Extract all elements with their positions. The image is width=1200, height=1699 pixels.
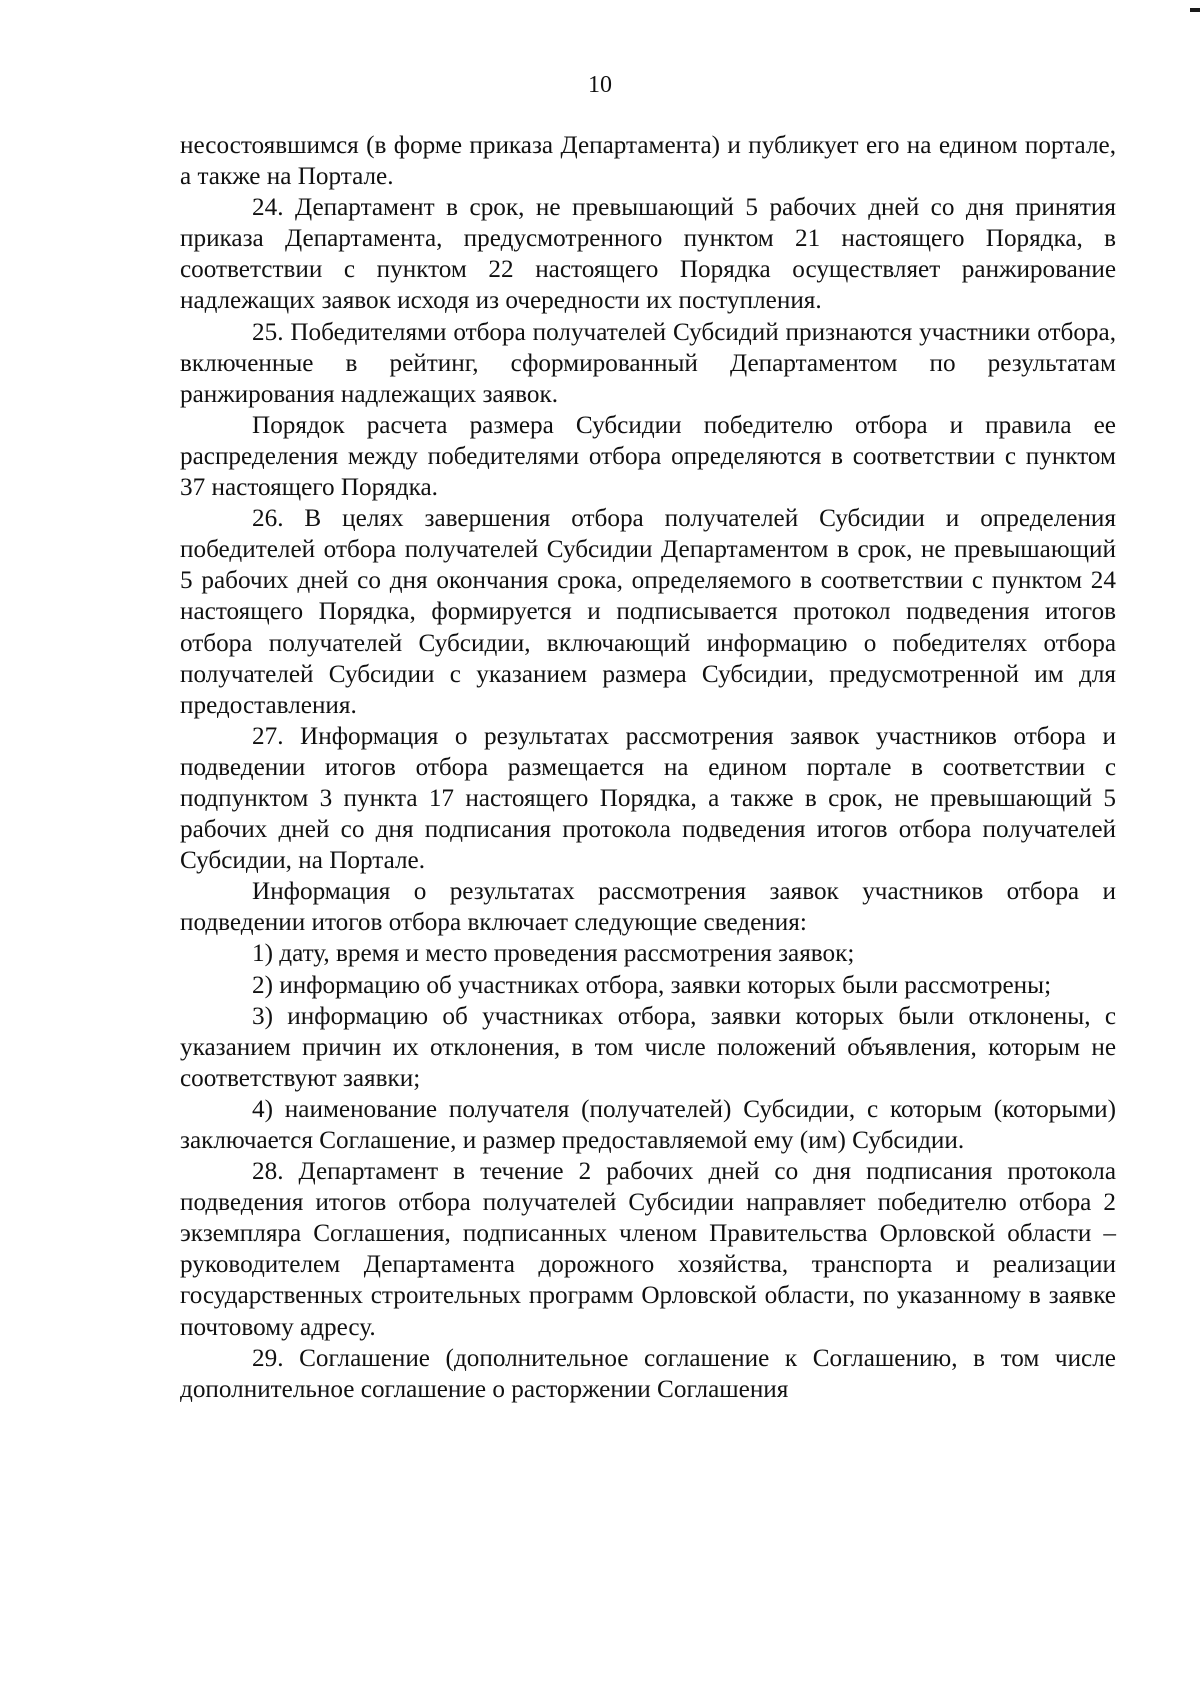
page-number: 10 [588, 72, 612, 98]
paragraph-continuation: несостоявшимся (в форме приказа Департамента) и публикует его на едином портале, а также на Портале. [180, 132, 1116, 191]
paragraph-item-26: 26. В целях завершения отбора получателей Субсидии и определения победителей отбора получателей Субсидии Департаментом в срок, не превышающий 5 рабочих дней со дня окончания срока, определяемого в соответствии с пунктом 24 настоящего Порядка, формируется и подписывается протокол подведения итогов отбора получателей Субсидии, включающий информацию о победителях отбора получателей Субсидии с указанием размера Субсидии, предусмотренной им для предоставления. [180, 505, 1116, 719]
scan-edge-mark [1190, 8, 1200, 12]
paragraph-information-contents: Информация о результатах рассмотрения заявок участников отбора и подведении итогов отбора включает следующие сведения: [180, 878, 1116, 937]
paragraph-item-24: 24. Департамент в срок, не превышающий 5 рабочих дней со дня принятия приказа Департамента, предусмотренного пунктом 21 настоящего Порядка, в соответствии с пунктом 22 настоящего Порядка осуществляет ранжирование надлежащих заявок исходя из очередности их поступления. [180, 194, 1116, 315]
list-item-3: 3) информацию об участниках отбора, заявки которых были отклонены, с указанием причин их отклонения, в том числе положений объявления, которым не соответствуют заявки; [180, 1002, 1116, 1092]
document-body [180, 130, 1116, 1405]
paragraph-subsidy-calculation: Порядок расчета размера Субсидии победителю отбора и правила ее распределения между победителями отбора определяются в соответствии с пунктом 37 настоящего Порядка. [180, 411, 1116, 502]
paragraph-item-27: 27. Информация о результатах рассмотрения заявок участников отбора и подведении итогов отбора размещается на едином портале в соответствии с подпунктом 3 пункта 17 настоящего Порядка, а также в срок, не превышающий 5 рабочих дней со дня подписания протокола подведения итогов отбора получателей Субсидии, на Портале. [180, 722, 1116, 875]
list-item-4: 4) наименование получателя (получателей) Субсидии, с которым (которыми) заключается Соглашение, и размер предоставляемой ему (им) Субсидии. [180, 1095, 1116, 1154]
list-item-2: 2) информацию об участниках отбора, заявки которых были рассмотрены; [252, 971, 1052, 999]
paragraph-item-29: 29. Соглашение (дополнительное соглашение к Соглашению, в том числе дополнительное соглашение о расторжении Соглашения [180, 1344, 1116, 1403]
paragraph-item-28: 28. Департамент в течение 2 рабочих дней со дня подписания протокола подведения итогов отбора получателей Субсидии направляет победителю отбора 2 экземпляра Соглашения, подписанных членом Правительства Орловской области – руководителем Департамента дорожного хозяйства, транспорта и реализации государственных строительных программ Орловской области, по указанному в заявке почтовому адресу. [180, 1158, 1116, 1341]
paragraph-item-25: 25. Победителями отбора получателей Субсидий признаются участники отбора, включенные в рейтинг, сформированный Департаментом по результатам ранжирования надлежащих заявок. [180, 318, 1116, 408]
list-item-1: 1) дату, время и место проведения рассмотрения заявок; [252, 940, 855, 968]
